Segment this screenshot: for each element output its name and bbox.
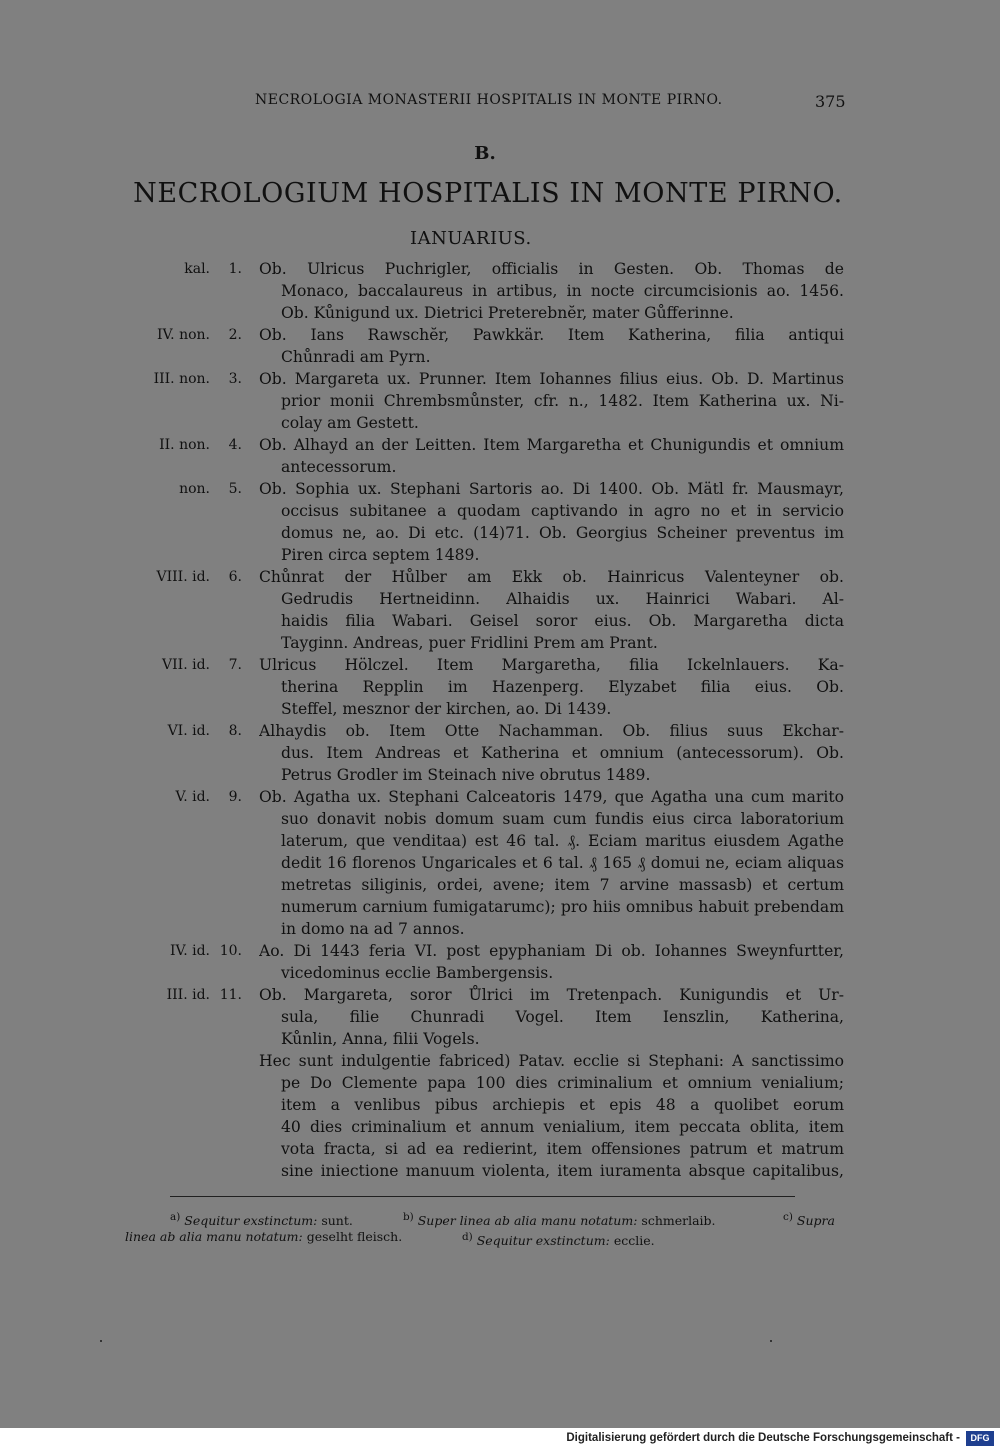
page-title: NECROLOGIUM HOSPITALIS IN MONTE PIRNO. bbox=[133, 178, 843, 209]
entry-line: Alhaydis ob. Item Otte Nachamman. Ob. filius suus Ekchar- bbox=[259, 722, 844, 740]
entry-line: Steffel, mesznor der kirchen, ao. Di 1439. bbox=[281, 700, 612, 718]
entry-line: Ob. Alhayd an der Leitten. Item Margaretha et Chunigundis et omnium bbox=[259, 436, 844, 454]
necrology-entry bbox=[0, 478, 1000, 566]
entry-text bbox=[259, 324, 844, 368]
entry-line: domus ne, ao. Di etc. (14)71. Ob. Georgius Scheiner preventus im bbox=[281, 524, 844, 542]
entry-text bbox=[259, 478, 844, 566]
entry-line: Chůnrat der Hůlber am Ekk ob. Hainricus Valenteyner ob. bbox=[259, 568, 844, 586]
page-number: 375 bbox=[815, 92, 846, 111]
day-number: 9. bbox=[228, 789, 242, 805]
entry-text bbox=[259, 368, 844, 434]
necrology-entry bbox=[0, 258, 1000, 324]
scan-speck bbox=[770, 1340, 772, 1342]
entry-line: metretas siliginis, ordei, avene; item 7 arvine massasb) et certum bbox=[281, 876, 844, 894]
footnote-c-continued: linea ab alia manu notatum: geselht fleisch. bbox=[125, 1229, 403, 1244]
entry-text bbox=[259, 940, 844, 984]
day-number: 4. bbox=[228, 437, 242, 453]
entry-line: Ob. Margareta, soror Ůlrici im Tretenpach. Kunigundis et Ur- bbox=[259, 986, 844, 1004]
entry-text bbox=[259, 786, 844, 940]
necrology-entry bbox=[0, 984, 1000, 1050]
entry-line: colay am Gestett. bbox=[281, 414, 419, 432]
roman-date: non. bbox=[179, 481, 210, 497]
note-line: sine iniectione manuum violenta, item iuramenta absque capitalibus, bbox=[281, 1162, 844, 1180]
entry-line: haidis filia Wabari. Geisel soror eius. Ob. Margaretha dicta bbox=[281, 612, 844, 630]
footnotes bbox=[125, 1207, 845, 1247]
running-head bbox=[0, 92, 1000, 114]
entry-line: Ob. Ulricus Puchrigler, officialis in Gesten. Ob. Thomas de bbox=[259, 260, 844, 278]
entry-line: Ob. Kůnigund ux. Dietrici Preterebnĕr, mater Gůfferinne. bbox=[281, 304, 734, 322]
note-line: Hec sunt indulgentie fabriced) Patav. ecclie si Stephani: A sanctissimo bbox=[259, 1052, 844, 1070]
running-head-title: NECROLOGIA MONASTERII HOSPITALIS IN MONTE PIRNO. bbox=[255, 92, 723, 108]
entry-line: Ob. Agatha ux. Stephani Calceatoris 1479, que Agatha una cum marito bbox=[259, 788, 844, 806]
day-number: 6. bbox=[228, 569, 242, 585]
entry-line: suo donavit nobis domum suam cum fundis eius circa laboratorium bbox=[281, 810, 844, 828]
entry-line: Chůnradi am Pyrn. bbox=[281, 348, 431, 366]
entry-line: Ao. Di 1443 feria VI. post epyphaniam Di ob. Iohannes Sweynfurtter, bbox=[259, 942, 844, 960]
entry-line: Petrus Grodler im Steinach nive obrutus 1489. bbox=[281, 766, 651, 784]
footnote-a: $^{a)}$ Sequitur exstinctum: sunt. bbox=[170, 1211, 353, 1229]
day-number: 10. bbox=[219, 943, 242, 959]
day-number: 1. bbox=[228, 261, 242, 277]
note-line: pe Do Clemente papa 100 dies criminalium et omnium venialium; bbox=[281, 1074, 844, 1092]
entry-text bbox=[259, 434, 844, 478]
entry-line: laterum, que venditaa) est 46 tal. ₰. Eciam maritus eiusdem Agathe bbox=[281, 832, 844, 850]
entry-line: prior monii Chrembsmůnster, cfr. n., 1482. Item Katherina ux. Ni- bbox=[281, 392, 844, 410]
necrology-entry bbox=[0, 324, 1000, 368]
entry-line: Ob. Ians Rawschĕr, Pawkkär. Item Katherina, filia antiqui bbox=[259, 326, 844, 344]
entry-line: sula, filie Chunradi Vogel. Item Ienszlin, Katherina, bbox=[281, 1008, 844, 1026]
entry-line: numerum carnium fumigatarumc); pro hiis omnibus habuit prebendam bbox=[281, 898, 844, 916]
necrology-entry bbox=[0, 566, 1000, 654]
roman-date: kal. bbox=[184, 261, 210, 277]
roman-date: III. id. bbox=[166, 987, 210, 1003]
dfg-logo: DFG bbox=[966, 1431, 994, 1446]
funding-banner bbox=[0, 1428, 1000, 1450]
entry-line: Gedrudis Hertneidinn. Alhaidis ux. Hainrici Wabari. Al- bbox=[281, 590, 844, 608]
entry-text bbox=[259, 720, 844, 786]
roman-date: II. non. bbox=[159, 437, 210, 453]
entry-line: dedit 16 florenos Ungaricales et 6 tal. ₰ 165 ₰ domui ne, eciam aliquas bbox=[281, 854, 844, 872]
necrology-entry bbox=[0, 940, 1000, 984]
footnote-b: $^{b)}$ Super linea ab alia manu notatum: schmerlaib. bbox=[403, 1211, 716, 1229]
month-heading: IANUARIUS. bbox=[410, 228, 532, 249]
day-number: 11. bbox=[219, 987, 242, 1003]
roman-date: III. non. bbox=[153, 371, 210, 387]
entry-line: Ulricus Hölczel. Item Margaretha, filia Ickelnlauers. Ka- bbox=[259, 656, 844, 674]
entry-text bbox=[259, 654, 844, 720]
day-number: 5. bbox=[228, 481, 242, 497]
necrology-entries bbox=[0, 258, 1000, 1182]
entry-line: therina Repplin im Hazenperg. Elyzabet filia eius. Ob. bbox=[281, 678, 844, 696]
funding-text: Digitalisierung gefördert durch die Deutsche Forschungsgemeinschaft - bbox=[566, 1432, 960, 1444]
note-line: vota fracta, si ad ea redierint, item offensiones patrum et matrum bbox=[281, 1140, 844, 1158]
note-line: 40 dies criminalium et annum venialium, item peccata oblita, item bbox=[281, 1118, 844, 1136]
entry-line: antecessorum. bbox=[281, 458, 397, 476]
necrology-entry bbox=[0, 434, 1000, 478]
roman-date: VIII. id. bbox=[156, 569, 210, 585]
necrology-entry bbox=[0, 786, 1000, 940]
entry-line: occisus subitanee a quodam captivando in agro no et in servicio bbox=[281, 502, 844, 520]
entry-line: Monaco, baccalaureus in artibus, in nocte circumcisionis ao. 1456. bbox=[281, 282, 844, 300]
entry-text bbox=[259, 984, 844, 1050]
entry-line: Kůnlin, Anna, filii Vogels. bbox=[281, 1030, 480, 1048]
roman-date: VII. id. bbox=[162, 657, 210, 673]
necrology-entry bbox=[0, 368, 1000, 434]
roman-date: V. id. bbox=[175, 789, 210, 805]
necrology-entry bbox=[0, 720, 1000, 786]
roman-date: IV. id. bbox=[170, 943, 210, 959]
roman-date: VI. id. bbox=[167, 723, 210, 739]
necrology-entry bbox=[0, 654, 1000, 720]
note-line: item a venlibus pibus archiepis et epis 48 a quolibet eorum bbox=[281, 1096, 844, 1114]
entry-line: Ob. Sophia ux. Stephani Sartoris ao. Di 1400. Ob. Mätl fr. Mausmayr, bbox=[259, 480, 844, 498]
entry-line: vicedominus ecclie Bambergensis. bbox=[281, 964, 554, 982]
day-number: 2. bbox=[228, 327, 242, 343]
footnote-divider bbox=[170, 1196, 795, 1197]
entry-text bbox=[259, 258, 844, 324]
footnote-c: $^{c)}$ Supra bbox=[783, 1211, 835, 1229]
entry-text bbox=[259, 566, 844, 654]
entry-line: Tayginn. Andreas, puer Fridlini Prem am Prant. bbox=[281, 634, 658, 652]
day-number: 3. bbox=[228, 371, 242, 387]
indulgence-note bbox=[259, 1050, 844, 1182]
day-number: 8. bbox=[228, 723, 242, 739]
entry-line: Piren circa septem 1489. bbox=[281, 546, 480, 564]
day-number: 7. bbox=[228, 657, 242, 673]
entry-line: in domo na ad 7 annos. bbox=[281, 920, 465, 938]
scan-speck bbox=[100, 1340, 102, 1342]
roman-date: IV. non. bbox=[156, 327, 210, 343]
footnote-d: $^{d)}$ Sequitur exstinctum: ecclie. bbox=[462, 1231, 655, 1249]
entry-line: Ob. Margareta ux. Prunner. Item Iohannes filius eius. Ob. D. Martinus bbox=[259, 370, 844, 388]
entry-line: dus. Item Andreas et Katherina et omnium (antecessorum). Ob. bbox=[281, 744, 844, 762]
section-letter: B. bbox=[474, 143, 496, 164]
